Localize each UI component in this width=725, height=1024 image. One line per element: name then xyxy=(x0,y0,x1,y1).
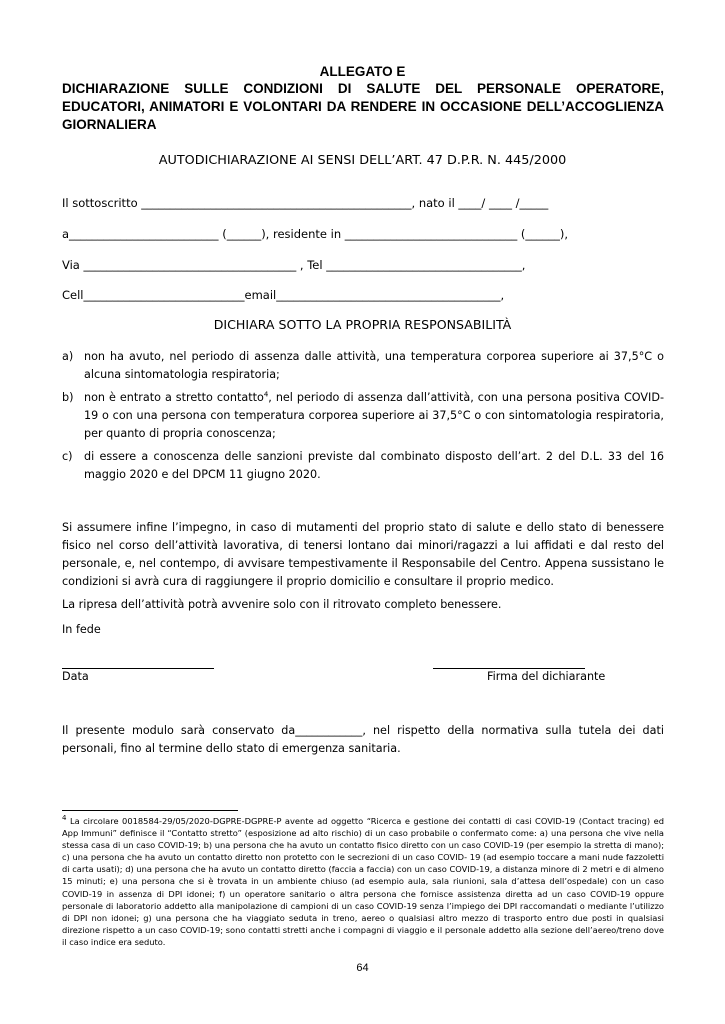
page-number: 64 xyxy=(356,962,369,974)
date-label: Data xyxy=(62,670,89,683)
form-line-via-tel[interactable]: Via _____________________________________ , Tel __________________________________, xyxy=(62,258,526,272)
document-heading: DICHIARAZIONE SULLE CONDIZIONI DI SALUTE DEL PERSONALE OPERATORE, EDUCATORI, ANIMATORI E VOLONTARI DA RENDERE IN OCCASIONE DELL’ACCOGLIENZA GIORNALIERA xyxy=(62,81,664,132)
dichiara-heading: DICHIARA SOTTO LA PROPRIA RESPONSABILITÀ xyxy=(213,317,512,332)
footnote xyxy=(62,815,664,948)
list-marker: a) xyxy=(62,350,74,363)
form-line-residenza[interactable]: a__________________________ (______), residente in ______________________________ (______), xyxy=(62,227,569,241)
date-signature-line[interactable] xyxy=(62,668,214,669)
footnote-marker: 4 xyxy=(62,814,67,823)
conservato-paragraph: Il presente modulo sarà conservato da____________, nel rispetto della normativa sulla tutela dei dati personali, fino al termine dello stato di emergenza sanitaria. xyxy=(62,724,664,755)
list-marker: b) xyxy=(62,391,74,404)
footnote-separator xyxy=(62,810,238,811)
form-line-cell-email[interactable]: Cell____________________________email_______________________________________, xyxy=(62,288,505,302)
footnote-text: La circolare 0018584-29/05/2020-DGPRE-DGPRE-P avente ad oggetto “Ricerca e gestione dei contatti di casi COVID-19 (Contact tracing) ed App Immuni” definisce il “Contatto stretto” (esposizione ad alto rischio) di un caso probabile o confermato come: a) una persona che vive nella stessa casa di un caso COVID-19; b) una persona che ha avuto un contatto fisico diretto con un caso COVID-19 (per esempio la stretta di mano); c) una persona che ha avuto un contatto diretto non protetto con le secrezioni di un caso COVID- 19 (ad esempio toccare a mani nude fazzoletti di carta usati); d) una persona che ha avuto un contatto diretto (faccia a faccia) con un caso COVID-19, a distanza minore di 2 metri e di almeno 15 minuti; e) una persona che si è trovata in un ambiente chiuso (ad esempio aula, sala riunioni, sala d’attesa dell’ospedale) con un caso COVID-19 in assenza di DPI idonei; f) un operatore sanitario o altra persona che fornisce assistenza diretta ad un caso COVID-19 oppure personale di laboratorio addetto alla manipolazione di campioni di un caso COVID-19 senza l’impiego dei DPI raccomandati o mediante l’utilizzo di DPI non idonei; g) una persona che ha viaggiato seduta in treno, aereo o qualsiasi altro mezzo di trasporto entro due posti in qualsiasi direzione rispetto a un caso COVID-19; sono contatti stretti anche i compagni di viaggio e il personale addetto alla sezione dell’aereo/treno dove il caso indice era seduto. xyxy=(62,816,664,947)
list-item xyxy=(62,389,664,443)
list-item-text: di essere a conoscenza delle sanzioni previste dal combinato disposto dell’art. 2 del D.L. 33 del 16 maggio 2020 e del DPCM 11 giugno 2020. xyxy=(84,450,664,481)
allegato-label: ALLEGATO E xyxy=(319,64,406,79)
list-item-text: non ha avuto, nel periodo di assenza dalle attività, una temperatura corporea superiore ai 37,5°C o alcuna sintomatologia respiratoria; xyxy=(84,350,664,381)
footnote-ref[interactable]: 4 xyxy=(263,390,269,399)
list-item-text-end: , nel periodo di assenza dall’attività, con una persona positiva COVID-19 o con una persona con temperatura corporea superiore ai 37,5°C o con sintomatologia respiratoria, per quanto di propria conoscenza; xyxy=(84,391,664,440)
list-item xyxy=(62,448,664,484)
impegno-paragraph: Si assumere infine l’impegno, in caso di mutamenti del proprio stato di salute e dello stato di benessere fisico nel corso dell’attività lavorativa, di tenersi lontano dai minori/ragazzi a lui affidati e dal resto del personale, e, nel contempo, di avvisare tempestivamente il Responsabile del Centro. Appena sussistano le condizioni si avrà cura di raggiungere il proprio domicilio e consultare il proprio medico. xyxy=(62,521,664,588)
in-fede-label: In fede xyxy=(62,623,101,636)
list-item-text-start: non è entrato a stretto contatto xyxy=(84,391,264,404)
ripresa-paragraph: La ripresa dell’attività potrà avvenire solo con il ritrovato completo benessere. xyxy=(62,598,502,611)
firma-label: Firma del dichiarante xyxy=(487,670,606,683)
document-subtitle: AUTODICHIARAZIONE AI SENSI DELL’ART. 47 D.P.R. N. 445/2000 xyxy=(158,153,567,168)
list-item-text xyxy=(84,391,664,440)
list-item xyxy=(62,348,664,384)
declaration-list xyxy=(62,348,664,489)
form-line-sottoscritto[interactable]: Il sottoscritto _______________________________________________, nato il ____/ ____ /_____ xyxy=(62,196,549,210)
firma-signature-line[interactable] xyxy=(433,668,585,669)
list-marker: c) xyxy=(62,450,73,463)
